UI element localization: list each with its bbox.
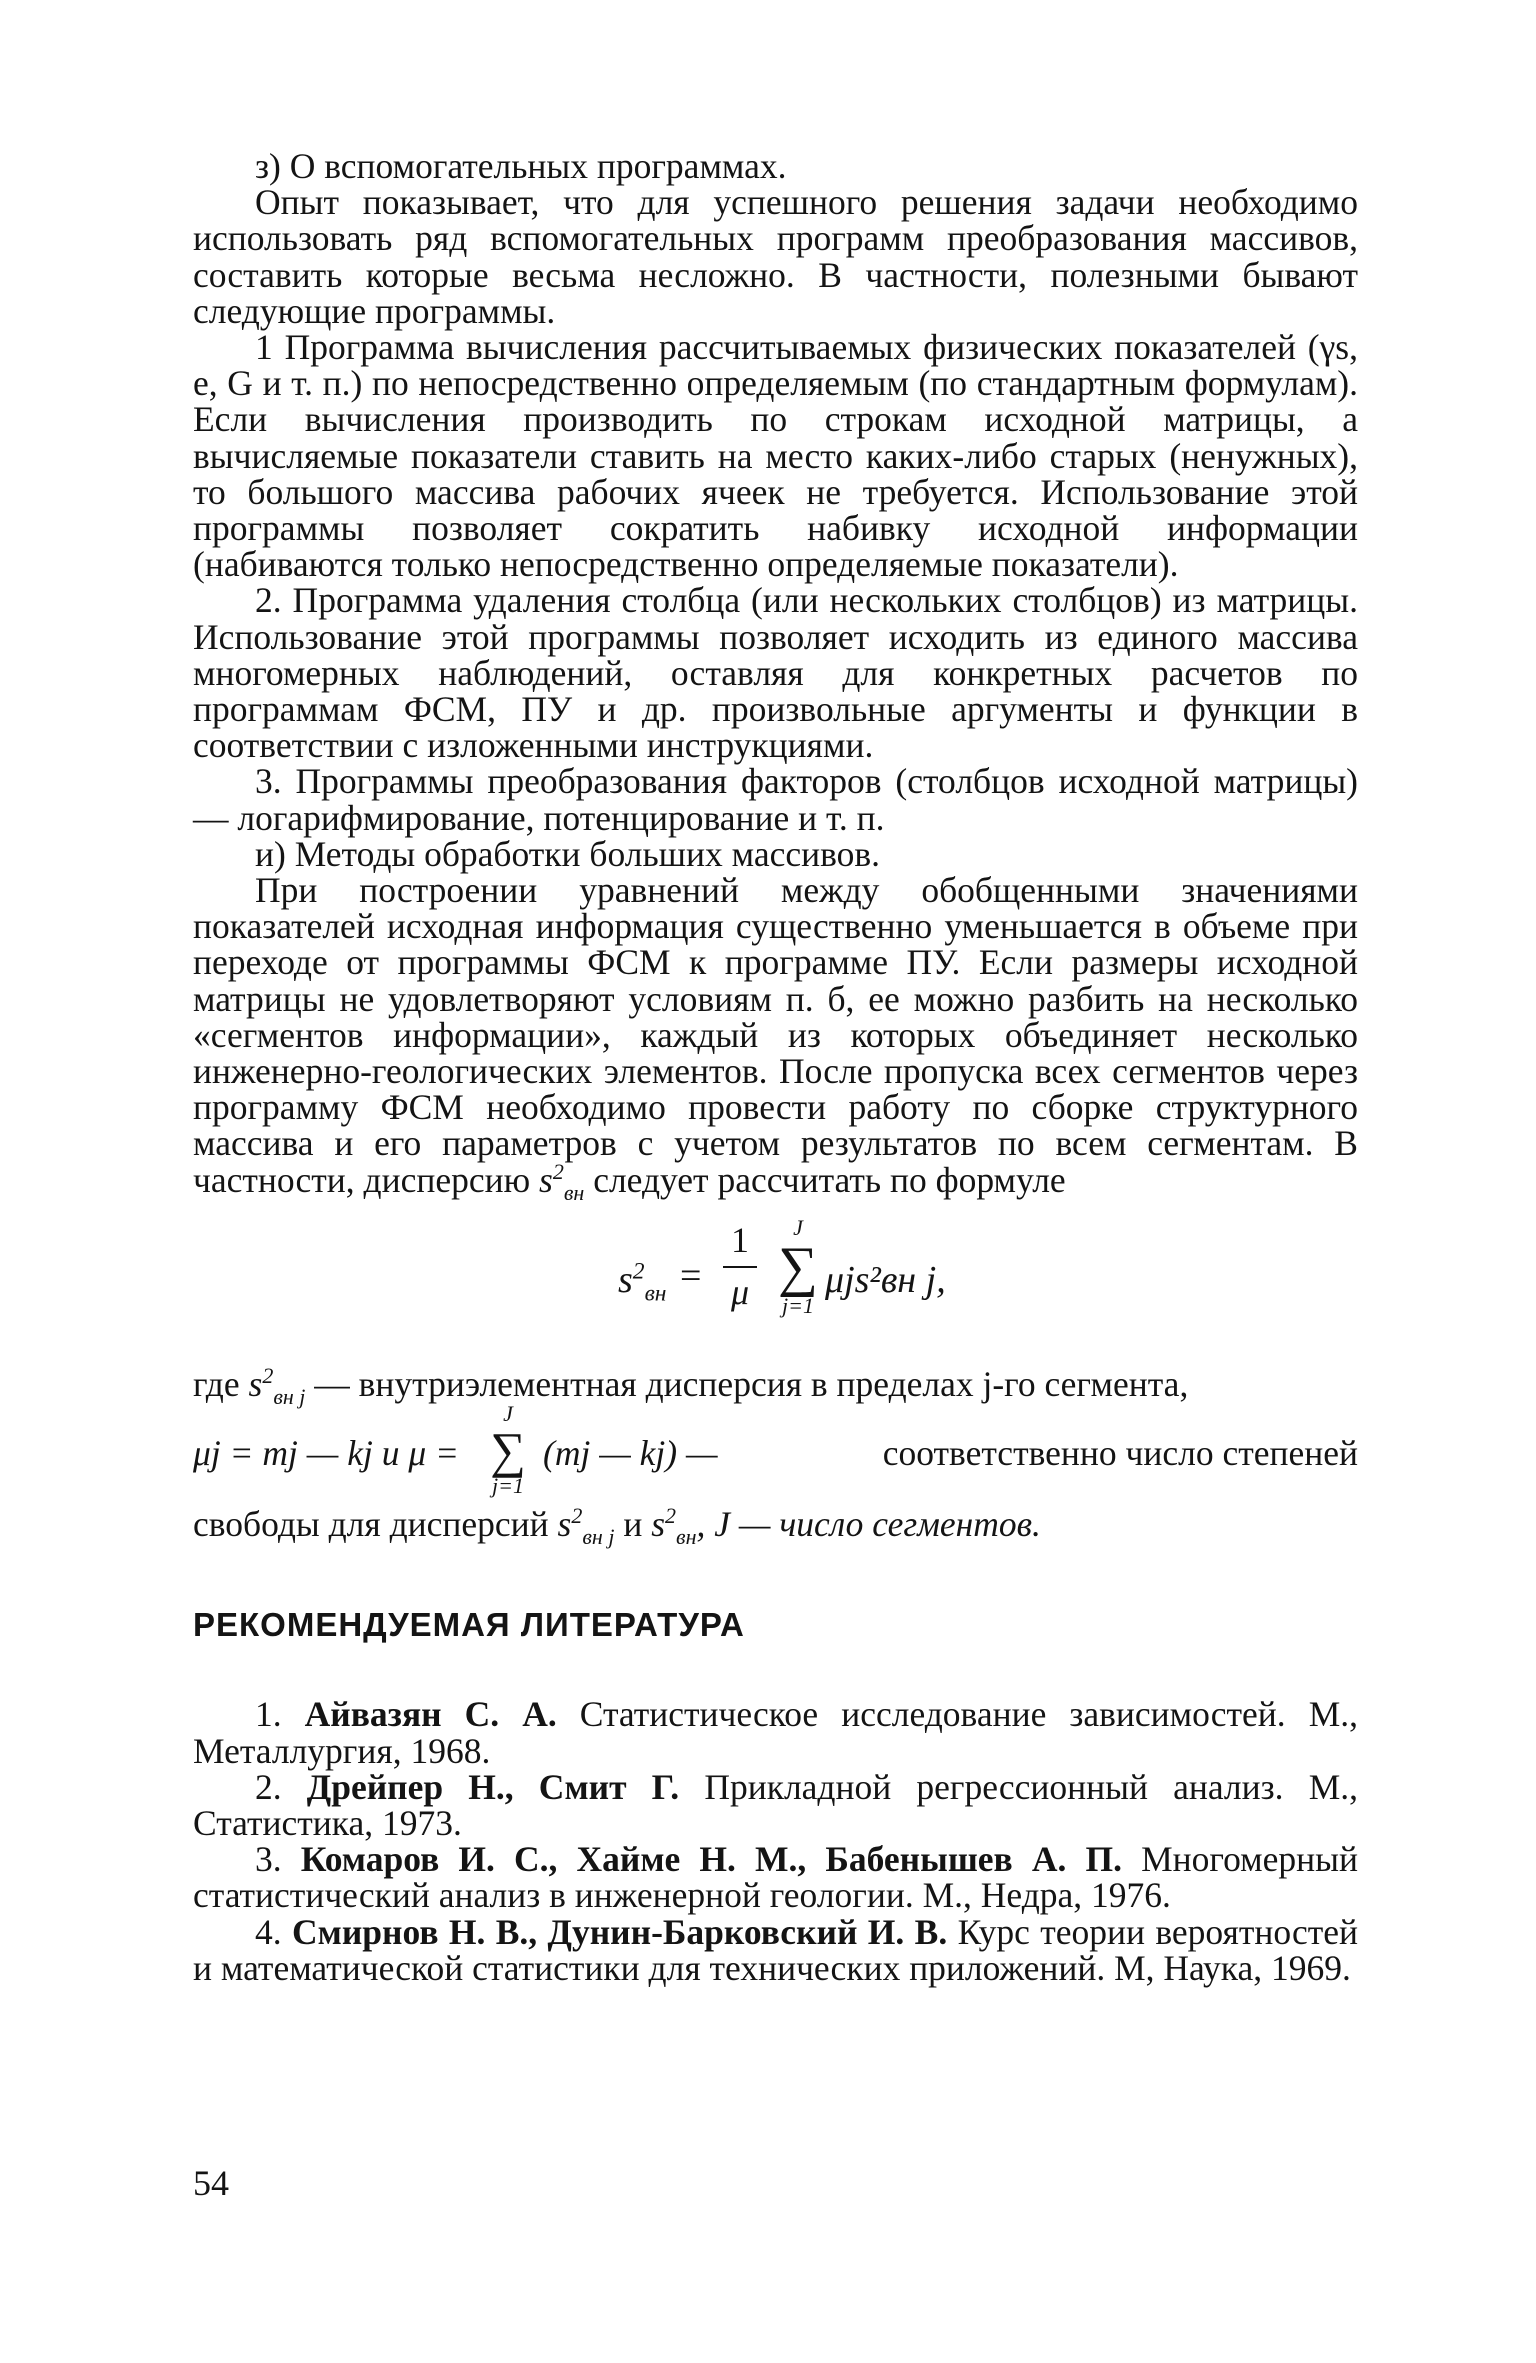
formula-lhs: $s^2_{вн}$ bbox=[618, 1258, 667, 1307]
mu-definition: μj = mj — kj и μ = bbox=[193, 1433, 459, 1474]
paragraph-text: При построении уравнений между обобщенными значениями показателей исходная информация существенно уменьшается в объеме при переходе от программы ФСМ к программе ПУ. Если размеры исходной матрицы не удовлетворяют условиям п. б, ее можно разбить на несколько «сегментов информации», каждый из которых объединяет несколько инженерно-геологических элементов. После пропуска всех сегментов через программу ФСМ необходимо провести работу по сборке структурного массива и его параметров с учетом результатов по всем сегментам. В частности, дисперсию bbox=[193, 870, 1358, 1200]
sum-lower-limit: j=1 bbox=[492, 1473, 524, 1499]
reference-item: 3. Комаров И. С., Хайме Н. М., Бабенышев А. П. Многомерный статистический анализ в инженерной геологии. М., Недра, 1976. bbox=[193, 1839, 1358, 1916]
fraction-bar bbox=[723, 1266, 757, 1268]
section-z-title: з) О вспомогательных программах. bbox=[255, 146, 787, 186]
degrees-of-freedom-line bbox=[193, 1402, 1358, 1506]
page-body bbox=[193, 148, 1358, 1986]
variance-formula bbox=[193, 1216, 1358, 1344]
sigma-icon: ∑ bbox=[490, 1422, 526, 1479]
formula-sum bbox=[775, 1216, 821, 1318]
sum-upper-limit: J bbox=[793, 1214, 803, 1240]
paragraph: 3. Программы преобразования факторов (столбцов исходной матрицы) — логарифмирование, потенцирование и т. п. bbox=[193, 761, 1358, 838]
paragraph: Опыт показывает, что для успешного решения задачи необходимо использовать ряд вспомогательных программ преобразования массивов, составить которые весьма несложно. В частности, полезными бывают следующие программы. bbox=[193, 182, 1358, 331]
mk-term: (mj — kj) — bbox=[543, 1433, 718, 1474]
fraction-denominator: μ bbox=[730, 1271, 750, 1312]
where-line: где $s^2_{вн j}$ — внутриэлементная дисперсия в пределах j-го сегмента, bbox=[193, 1363, 1189, 1409]
section-i-title: и) Методы обработки больших массивов. bbox=[255, 833, 881, 874]
references-heading: РЕКОМЕНДУЕМАЯ ЛИТЕРАТУРА bbox=[193, 1606, 745, 1644]
freedom-line: свободы для дисперсий $s^2_{вн j}$ и $s^2_{вн}$, J — число сегментов. bbox=[193, 1503, 1041, 1550]
sigma-icon: ∑ bbox=[778, 1235, 818, 1298]
paragraph: 1 Программа вычисления рассчитываемых физических показателей (γs, e, G и т. п.) по непосредственно определяемым (по стандартным формулам). Если вычисления производить по строкам исходной матрицы, а вычисляемые показатели ставить на место каких-либо старых (ненужных), то большого массива рабочих ячеек не требуется. Использование этой программы позволяет сократить набивку исходной информации (набиваются только непосредственно определяемые показатели). bbox=[193, 327, 1358, 585]
reference-item: 2. Дрейпер Н., Смит Г. Прикладной регрессионный анализ. М., Статистика, 1973. bbox=[193, 1766, 1359, 1843]
segment-variance-symbol: $s^2_{вн j}$ bbox=[248, 1363, 306, 1409]
paragraph-tail: следует рассчитать по формуле bbox=[593, 1159, 1066, 1200]
reference-item: 1. Айвазян С. А. Статистическое исследование зависимостей. М., Металлургия, 1968. bbox=[193, 1694, 1359, 1771]
respectively-text: соответственно число степеней bbox=[882, 1433, 1358, 1474]
paragraph bbox=[193, 870, 1358, 1205]
fraction-numerator: 1 bbox=[731, 1219, 749, 1260]
variance-symbol: $s^2_{вн}$ bbox=[539, 1158, 585, 1205]
formula-summand: μjs²вн j, bbox=[825, 1258, 946, 1301]
reference-item: 4. Смирнов Н. В., Дунин-Барковский И. В. Курс теории вероятностей и математической статистики для технических приложений. М, Наука, 1969. bbox=[193, 1911, 1358, 1988]
page-number: 54 bbox=[193, 2163, 229, 2203]
sum-lower-limit: j=1 bbox=[782, 1292, 814, 1318]
sum-upper-limit: J bbox=[503, 1401, 513, 1427]
formula-equals: = bbox=[680, 1254, 702, 1297]
formula-fraction bbox=[723, 1220, 757, 1312]
paragraph: 2. Программа удаления столбца (или нескольких столбцов) из матрицы. Использование этой программы позволяет исходить из единого массива многомерных наблюдений, оставляя для конкретных расчетов по программам ФСМ, ПУ и др. произвольные аргументы и функции в соответствии с изложенными инструкциями. bbox=[193, 580, 1358, 766]
inline-sum bbox=[488, 1402, 528, 1498]
